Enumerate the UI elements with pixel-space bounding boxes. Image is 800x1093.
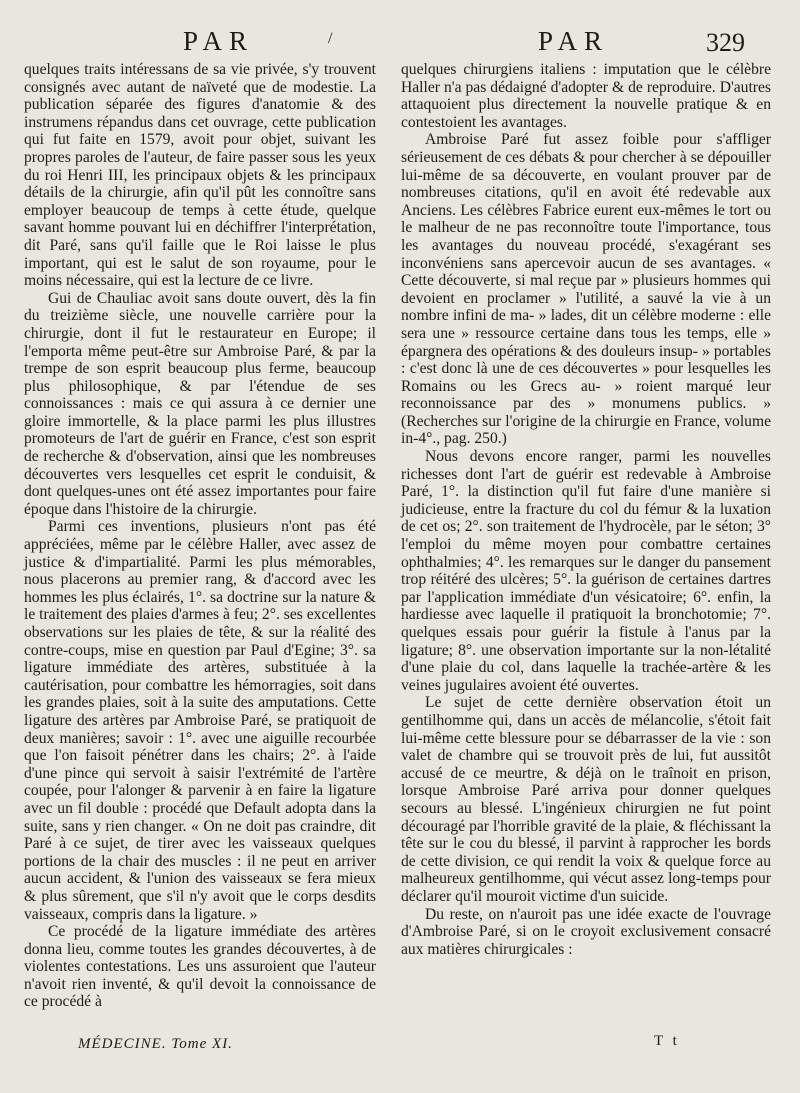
header-mark: /: [328, 30, 333, 47]
paragraph: Parmi ces inventions, plusieurs n'ont pas été appréciées, même par le célèbre Haller, avec assez de justice & d'impartialité. Parmi les plus mémorables, nous placerons au premier rang, & d'accord avec les hommes les plus éclairés, 1°. sa doctrine sur la nature & le traitement des plaies d'armes à feu; 2°. ses excellentes observations sur les plaies de tête, & sur la réalité des contre-coups, mise en question par Paul d'Egine; 3°. sa ligature immédiate des artères, substituée à la cautérisation, pour combattre les hémorragies, soit dans les grandes plaies, soit à la suite des amputations. Cette ligature des artères par Ambroise Paré, se pratiquoit de deux manières; savoir : 1°. avec une aiguille recourbée que l'on faisoit pénétrer dans les chairs; 2°. à l'aide d'une pince qui servoit à saisir l'extrémité de l'artère coupée, pour l'alonger & parvenir à en faire la ligature avec un fil double : procédé que Default adopta dans la suite, sans y rien changer. « On ne doit pas craindre, dit Paré à ce sujet, de tirer avec les vaisseaux quelques portions de la chair des muscles : il ne peut en arriver aucun accident, & l'union des vaisseaux se fera mieux & plus sûrement, que s'il n'y avoit que le corps desdits vaisseaux, compris dans la ligature. »: [24, 518, 376, 923]
paragraph: Du reste, on n'auroit pas une idée exacte de l'ouvrage d'Ambroise Paré, si on le croyoit exclusivement consacré aux matières chirurgicales :: [401, 905, 771, 958]
right-running-title: PAR: [538, 26, 610, 56]
left-text-column: [24, 61, 376, 1011]
left-running-title: PAR: [183, 26, 255, 56]
paragraph: Gui de Chauliac avoit sans doute ouvert, dès la fin du treizième siècle, une nouvelle carrière pour la chirurgie, dont il fut le restaurateur en Europe; il l'emporta même peut-être sur Ambroise Paré, & par la trempe de son esprit beaucoup plus ferme, beaucoup plus philosophique, & par l'étendue de ses connoissances : mais ce qui assura à ce dernier une gloire immortelle, & la place parmi les plus illustres promoteurs de l'art de guérir en France, c'est son esprit de recherche & d'observation, ainsi que les nombreuses découvertes vers lesquelles cet esprit le conduisit, & dont quelques-unes ont été assez importantes pour faire époque dans l'histoire de la chirurgie.: [24, 289, 376, 518]
running-header: [0, 20, 800, 60]
paragraph: Ambroise Paré fut assez foible pour s'affliger sérieusement de ces débats & pour chercher à se dépouiller lui-même de sa découverte, en voulant prouver par de nombreuses citations, qu'il en avoit été redevable aux Anciens. Les célèbres Fabrice eurent eux-mêmes le tort ou le malheur de ne pas reconnoître toute l'importance, tous les avantages du nouveau procédé, s'exagérant ses inconvéniens sans apercevoir aucun de ses avantages. « Cette découverte, si mal reçue par » plusieurs hommes qui devoient en proclamer » l'utilité, a sauvé la vie à un nombre infini de ma- » lades, dit un célèbre moderne : elle sera une » ressource certaine dans tous les temps, elle » épargnera des opérations & des douleurs insup- » portables : c'est donc là une de ces découvertes » pour lesquelles les Romains ou les Grecs au- » roient marqué leur reconnoissance par des » monumens publics. » (Recherches sur l'origine de la chirurgie en France, volume in-4°., pag. 250.): [401, 131, 771, 448]
paragraph: Nous devons encore ranger, parmi les nouvelles richesses dont l'art de guérir est redevable à Ambroise Paré, 1°. la distinction qu'il fut faire d'une manière si judicieuse, entre la fracture du col du fémur & la luxation de cet os; 2°. son traitement de l'hydrocèle, par le séton; 3° l'emploi du même moyen pour combattre certaines ophthalmies; 4°. les remarques sur le danger du pansement trop réitéré des ulcères; 5°. la guérison de certaines dartres par l'application immédiate d'un vésicatoire; 6°. enfin, la hardiesse avec laquelle il pratiquoit la bronchotomie; 7°. quelques essais pour guérir la fistule à l'anus par la ligature; 8°. une observation importante sur la non-létalité d'une plaie du col, dans laquelle la trachée-artère & les veines jugulaires avoient été ouvertes.: [401, 448, 771, 694]
paragraph: quelques traits intéressans de sa vie privée, s'y trouvent consignés avec autant de naïveté que de modestie. La publication séparée des figures d'anatomie & des instrumens répandus dans cet ouvrage, cette publication qui fut faite en 1579, avoit pour objet, suivant les propres paroles de l'auteur, de faire passer sous les yeux du roi Henri III, les principaux objets & les principaux détails de la chirurgie, afin qu'il pût les connoître sans employer beaucoup de temps à cette étude, quelque savant homme pouvant lui en déchiffrer l'interprétation, dit Paré, sans qu'il faille que le Roi laisse le plus important, qui est le salut de son royaume, pour le moins nécessaire, qui est la lecture de ce livre.: [24, 61, 376, 290]
page-number: 329: [706, 28, 745, 57]
paragraph: Le sujet de cette dernière observation étoit un gentilhomme qui, dans un accès de mélancolie, s'étoit fait lui-même cette blessure pour se débarrasser de la vie : son valet de chambre qui se trouvoit près de lui, fut aussitôt accusé de ce meurtre, & déjà on le traînoit en prison, lorsque Ambroise Paré arriva pour donner quelques secours au blessé. L'ingénieux chirurgien ne fut point découragé par l'horrible gravité de la plaie, & fléchissant la tête sur le cou du blessé, il parvint à rapprocher les bords de cette division, ce qui rendit la voix & quelque force au malheureux gentilhomme, qui vécut assez long-temps pour déclarer qu'il mouroit victime d'un suicide.: [401, 694, 771, 905]
footer-signature: MÉDECINE. Tome XI.: [78, 1036, 233, 1052]
right-text-column: [401, 61, 771, 958]
sheet-mark: T t: [654, 1033, 680, 1049]
paragraph: Ce procédé de la ligature immédiate des artères donna lieu, comme toutes les grandes découvertes, à de violentes contestations. Les uns assuroient que l'auteur n'avoit rien inventé, & qu'il devoit la connoissance de ce procédé à: [24, 923, 376, 1011]
paragraph: quelques chirurgiens italiens : imputation que le célèbre Haller n'a pas dédaigné d'adopter & de reproduire. D'autres attaquoient plus directement la nouvelle pratique & en contestoient les avantages.: [401, 61, 771, 131]
